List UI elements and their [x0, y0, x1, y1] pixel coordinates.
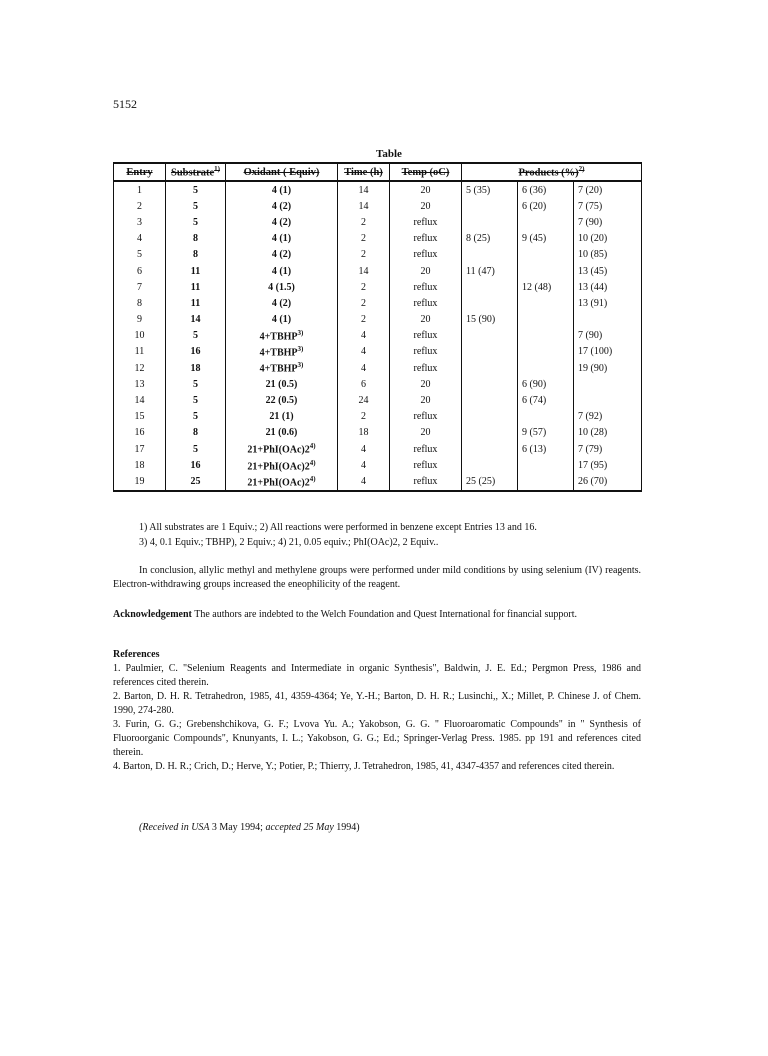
table-row — [114, 344, 642, 360]
cell-product-1 — [462, 441, 518, 457]
cell-product-3: 26 (70) — [574, 473, 642, 490]
cell-product-3: 13 (91) — [574, 295, 642, 311]
cell-product-3 — [574, 392, 642, 408]
cell-oxidant: 4 (2) — [226, 198, 338, 214]
results-table-container — [113, 162, 641, 492]
table-row — [114, 295, 642, 311]
cell-substrate: 5 — [166, 181, 226, 198]
cell-product-3: 17 (95) — [574, 457, 642, 473]
cell-substrate: 5 — [166, 409, 226, 425]
cell-product-3: 7 (20) — [574, 181, 642, 198]
table-row — [114, 441, 642, 457]
cell-oxidant: 21 (1) — [226, 409, 338, 425]
cell-product-1: 8 (25) — [462, 231, 518, 247]
cell-product-2: 9 (45) — [518, 231, 574, 247]
cell-oxidant: 4 (1) — [226, 181, 338, 198]
cell-oxidant: $21+PhI(OAc)2^{4)}$ — [226, 441, 338, 457]
cell-temp: 20 — [390, 181, 462, 198]
cell-oxidant: 4 (1) — [226, 263, 338, 279]
table-body — [114, 181, 642, 491]
cell-product-2 — [518, 328, 574, 344]
cell-substrate: 16 — [166, 344, 226, 360]
cell-product-1: 11 (47) — [462, 263, 518, 279]
cell-temp: reflux — [390, 344, 462, 360]
cell-product-2: 6 (36) — [518, 181, 574, 198]
cell-oxidant: 21 (0.5) — [226, 376, 338, 392]
cell-entry: 17 — [114, 441, 166, 457]
cell-entry: 9 — [114, 312, 166, 328]
cell-entry: 4 — [114, 231, 166, 247]
cell-substrate: 5 — [166, 441, 226, 457]
table-header-row — [114, 163, 642, 181]
cell-product-2 — [518, 360, 574, 376]
cell-substrate: 8 — [166, 247, 226, 263]
cell-time: 14 — [338, 263, 390, 279]
cell-oxidant: 22 (0.5) — [226, 392, 338, 408]
reference-item: 2. Barton, D. H. R. Tetrahedron, 1985, 41, 4359-4364; Ye, Y.-H.; Barton, D. H. R.; Lusinchi,, X.; Millet, P. Chinese J. of Chem. 1990, 274-280. — [113, 691, 641, 716]
table-row — [114, 279, 642, 295]
cell-substrate: 8 — [166, 425, 226, 441]
cell-entry: 13 — [114, 376, 166, 392]
cell-temp: reflux — [390, 328, 462, 344]
cell-temp: reflux — [390, 473, 462, 490]
page-number: 5152 — [113, 97, 137, 111]
cell-time: 2 — [338, 409, 390, 425]
cell-time: 2 — [338, 214, 390, 230]
cell-temp: reflux — [390, 409, 462, 425]
acknowledgement-label: Acknowledgement — [113, 609, 192, 620]
reference-item: 1. Paulmier, C. "Selenium Reagents and Intermediate in organic Synthesis", Baldwin, J. E. Ed.; Pergmon Press, 1986 and references cited therein. — [113, 663, 641, 688]
cell-product-3: 10 (85) — [574, 247, 642, 263]
cell-product-2: 9 (57) — [518, 425, 574, 441]
cell-product-2 — [518, 247, 574, 263]
cell-oxidant: 4 (2) — [226, 247, 338, 263]
results-table — [113, 162, 642, 492]
cell-product-3: 17 (100) — [574, 344, 642, 360]
cell-entry: 10 — [114, 328, 166, 344]
table-notes — [139, 521, 537, 550]
table-row — [114, 198, 642, 214]
table-row — [114, 328, 642, 344]
cell-substrate: 14 — [166, 312, 226, 328]
cell-product-1 — [462, 198, 518, 214]
cell-temp: reflux — [390, 360, 462, 376]
cell-substrate: 5 — [166, 198, 226, 214]
cell-time: 2 — [338, 247, 390, 263]
cell-substrate: 5 — [166, 392, 226, 408]
cell-product-3: 7 (75) — [574, 198, 642, 214]
cell-substrate: 5 — [166, 214, 226, 230]
cell-product-1 — [462, 344, 518, 360]
cell-product-2 — [518, 409, 574, 425]
cell-temp: reflux — [390, 214, 462, 230]
cell-product-3: 7 (79) — [574, 441, 642, 457]
table-row — [114, 425, 642, 441]
cell-entry: 3 — [114, 214, 166, 230]
cell-product-3: 19 (90) — [574, 360, 642, 376]
cell-temp: 20 — [390, 425, 462, 441]
cell-product-1 — [462, 360, 518, 376]
cell-entry: 2 — [114, 198, 166, 214]
table-title: Table — [376, 148, 402, 160]
cell-product-1: 15 (90) — [462, 312, 518, 328]
cell-oxidant: $21+PhI(OAc)2^{4)}$ — [226, 457, 338, 473]
cell-substrate: 16 — [166, 457, 226, 473]
header-substrate: Substrate$^{1)}$ — [166, 163, 226, 181]
cell-product-2: 6 (74) — [518, 392, 574, 408]
cell-temp: 20 — [390, 312, 462, 328]
cell-product-3: 7 (90) — [574, 214, 642, 230]
cell-product-3: 7 (90) — [574, 328, 642, 344]
table-row — [114, 392, 642, 408]
cell-time: 2 — [338, 231, 390, 247]
cell-product-1: 5 (35) — [462, 181, 518, 198]
table-row — [114, 231, 642, 247]
conclusion-paragraph: In conclusion, allylic methyl and methylene groups were performed under mild conditions by using selenium (IV) reagents. Electron-withdrawing groups increased the eneophilicity of the reagent. — [113, 565, 641, 590]
cell-substrate: 11 — [166, 263, 226, 279]
cell-time: 24 — [338, 392, 390, 408]
cell-temp: 20 — [390, 392, 462, 408]
table-row — [114, 214, 642, 230]
header-products: Products (%)$^{2)}$ — [462, 163, 642, 181]
cell-oxidant: $4+TBHP^{3)}$ — [226, 360, 338, 376]
table-row — [114, 247, 642, 263]
cell-time: 14 — [338, 198, 390, 214]
cell-product-1: 25 (25) — [462, 473, 518, 490]
cell-entry: 12 — [114, 360, 166, 376]
cell-time: 18 — [338, 425, 390, 441]
table-note: 1) All substrates are 1 Equiv.; 2) All reactions were performed in benzene except Entries 13 and 16. — [139, 522, 537, 533]
received-line: (Received in USA 3 May 1994; accepted 25 May 1994) — [139, 822, 360, 833]
cell-substrate: 25 — [166, 473, 226, 490]
cell-product-2: 6 (20) — [518, 198, 574, 214]
acknowledgement-text: The authors are indebted to the Welch Foundation and Quest International for financial support. — [194, 609, 578, 620]
cell-product-1 — [462, 328, 518, 344]
reference-item: 3. Furin, G. G.; Grebenshchikova, G. F.; Lvova Yu. A.; Yakobson, G. G. " Fluoroaromatic Compounds" in " Synthesis of Fluoroorganic Compounds", Knunyants, I. L.; Yakobson, G. G.; Ed.; Springer-Verlag Press. 1985. pp 191 and references cited therein. — [113, 719, 641, 758]
cell-product-2 — [518, 295, 574, 311]
table-row — [114, 312, 642, 328]
reference-item: 4. Barton, D. H. R.; Crich, D.; Herve, Y.; Potier, P.; Thierry, J. Tetrahedron, 1985, 41, 4347-4357 and references cited therein. — [113, 761, 615, 772]
cell-entry: 19 — [114, 473, 166, 490]
cell-product-3: 7 (92) — [574, 409, 642, 425]
cell-product-2 — [518, 344, 574, 360]
table-note: 3) 4, 0.1 Equiv.; TBHP), 2 Equiv.; 4) 21, 0.05 equiv.; PhI(OAc)2, 2 Equiv.. — [139, 536, 439, 548]
cell-substrate: 11 — [166, 279, 226, 295]
cell-entry: 8 — [114, 295, 166, 311]
cell-product-2 — [518, 214, 574, 230]
cell-substrate: 11 — [166, 295, 226, 311]
cell-time: 6 — [338, 376, 390, 392]
table-row — [114, 376, 642, 392]
cell-oxidant: 21 (0.6) — [226, 425, 338, 441]
cell-product-2: 6 (13) — [518, 441, 574, 457]
cell-time: 4 — [338, 360, 390, 376]
cell-entry: 7 — [114, 279, 166, 295]
cell-temp: reflux — [390, 441, 462, 457]
cell-oxidant: 4 (2) — [226, 214, 338, 230]
cell-entry: 1 — [114, 181, 166, 198]
references-section — [113, 648, 641, 774]
cell-product-1 — [462, 392, 518, 408]
cell-product-3 — [574, 312, 642, 328]
table-row — [114, 360, 642, 376]
cell-oxidant: 4 (1) — [226, 312, 338, 328]
cell-oxidant: $4+TBHP^{3)}$ — [226, 328, 338, 344]
cell-product-2 — [518, 457, 574, 473]
cell-product-2 — [518, 312, 574, 328]
cell-entry: 18 — [114, 457, 166, 473]
cell-product-2 — [518, 473, 574, 490]
cell-time: 4 — [338, 328, 390, 344]
cell-entry: 5 — [114, 247, 166, 263]
cell-oxidant: 4 (2) — [226, 295, 338, 311]
cell-substrate: 18 — [166, 360, 226, 376]
cell-product-1 — [462, 409, 518, 425]
table-row — [114, 473, 642, 490]
cell-oxidant: $21+PhI(OAc)2^{4)}$ — [226, 473, 338, 490]
cell-product-1 — [462, 425, 518, 441]
cell-product-3: 10 (20) — [574, 231, 642, 247]
cell-product-3: 13 (44) — [574, 279, 642, 295]
cell-product-3: 10 (28) — [574, 425, 642, 441]
cell-product-3 — [574, 376, 642, 392]
cell-product-1 — [462, 279, 518, 295]
cell-time: 4 — [338, 344, 390, 360]
references-heading: References — [113, 649, 160, 660]
cell-product-3: 13 (45) — [574, 263, 642, 279]
cell-oxidant: $4+TBHP^{3)}$ — [226, 344, 338, 360]
cell-oxidant: 4 (1.5) — [226, 279, 338, 295]
cell-product-1 — [462, 295, 518, 311]
cell-product-2 — [518, 263, 574, 279]
cell-substrate: 8 — [166, 231, 226, 247]
header-time: Time (h) — [338, 163, 390, 181]
cell-entry: 11 — [114, 344, 166, 360]
cell-product-1 — [462, 247, 518, 263]
header-entry: Entry — [114, 163, 166, 181]
cell-temp: reflux — [390, 231, 462, 247]
cell-time: 4 — [338, 473, 390, 490]
cell-time: 14 — [338, 181, 390, 198]
cell-substrate: 5 — [166, 328, 226, 344]
acknowledgement-paragraph — [113, 608, 641, 622]
cell-time: 2 — [338, 312, 390, 328]
cell-product-1 — [462, 214, 518, 230]
cell-entry: 6 — [114, 263, 166, 279]
header-temp: Temp (oC) — [390, 163, 462, 181]
header-oxidant: Oxidant ( Equiv) — [226, 163, 338, 181]
cell-temp: 20 — [390, 376, 462, 392]
cell-oxidant: 4 (1) — [226, 231, 338, 247]
cell-temp: 20 — [390, 198, 462, 214]
cell-product-2: 6 (90) — [518, 376, 574, 392]
cell-entry: 16 — [114, 425, 166, 441]
cell-temp: reflux — [390, 247, 462, 263]
cell-substrate: 5 — [166, 376, 226, 392]
cell-temp: reflux — [390, 279, 462, 295]
cell-temp: 20 — [390, 263, 462, 279]
cell-temp: reflux — [390, 457, 462, 473]
cell-product-1 — [462, 457, 518, 473]
cell-entry: 15 — [114, 409, 166, 425]
cell-product-2: 12 (48) — [518, 279, 574, 295]
cell-temp: reflux — [390, 295, 462, 311]
cell-entry: 14 — [114, 392, 166, 408]
table-row — [114, 409, 642, 425]
cell-time: 4 — [338, 441, 390, 457]
table-row — [114, 457, 642, 473]
cell-time: 2 — [338, 295, 390, 311]
table-row — [114, 263, 642, 279]
table-row — [114, 181, 642, 198]
cell-product-1 — [462, 376, 518, 392]
cell-time: 2 — [338, 279, 390, 295]
cell-time: 4 — [338, 457, 390, 473]
